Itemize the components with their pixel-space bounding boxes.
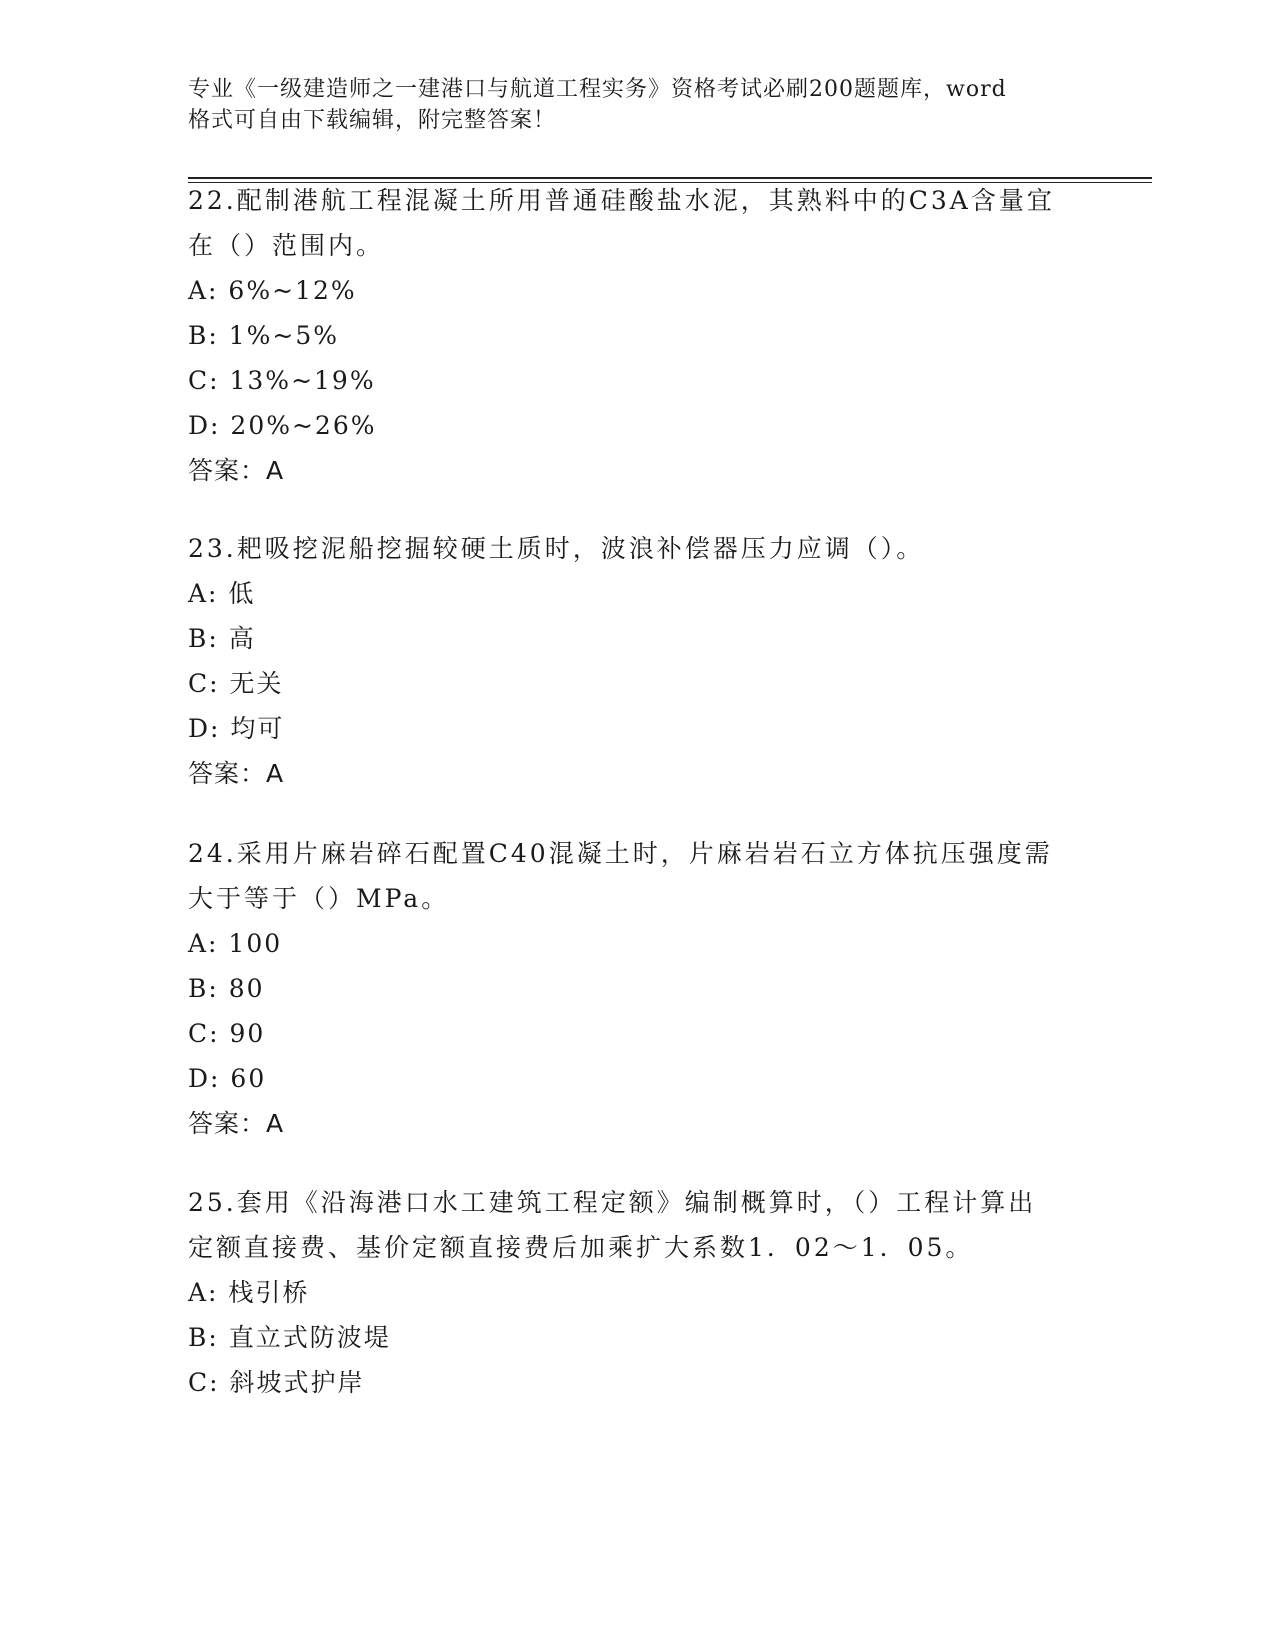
option-c: C: 90 — [188, 1019, 266, 1048]
option-c: C: 无关 — [188, 669, 284, 698]
question-stem: 在（）范围内。 — [188, 231, 385, 260]
answer: 答案：A — [188, 759, 285, 788]
question-stem: 22.配制港航工程混凝土所用普通硅酸盐水泥，其熟料中的C3A含量宜 — [188, 186, 1055, 215]
option-b: B: 直立式防波堤 — [188, 1323, 391, 1352]
question-22 — [188, 178, 1068, 493]
question-stem: 23.耙吸挖泥船挖掘较硬土质时，波浪补偿器压力应调（）。 — [188, 534, 925, 563]
option-a: A: 100 — [188, 929, 283, 958]
answer: 答案：A — [188, 456, 285, 485]
answer: 答案：A — [188, 1109, 285, 1138]
option-d: D: 均可 — [188, 714, 285, 743]
option-d: D: 20%~26% — [188, 411, 377, 440]
question-25 — [188, 1180, 1068, 1405]
option-a: A: 6%~12% — [188, 276, 357, 305]
question-stem: 大于等于（）MPa。 — [188, 884, 450, 913]
question-23 — [188, 526, 1068, 796]
option-b: B: 80 — [188, 974, 265, 1003]
option-b: B: 1%~5% — [188, 321, 340, 350]
question-24 — [188, 831, 1068, 1146]
option-a: A: 栈引桥 — [188, 1278, 310, 1307]
header-line-2: 格式可自由下载编辑，附完整答案！ — [188, 108, 557, 133]
option-c: C: 斜坡式护岸 — [188, 1368, 365, 1397]
document-header — [188, 74, 1068, 136]
question-stem: 定额直接费、基价定额直接费后加乘扩大系数1．02～1．05。 — [188, 1233, 974, 1262]
option-b: B: 高 — [188, 624, 256, 653]
question-stem: 24.采用片麻岩碎石配置C40混凝土时，片麻岩岩石立方体抗压强度需 — [188, 839, 1053, 868]
option-d: D: 60 — [188, 1064, 267, 1093]
header-line-1: 专业《一级建造师之一建港口与航道工程实务》资格考试必刷200题题库，word — [188, 77, 1007, 102]
option-c: C: 13%~19% — [188, 366, 376, 395]
question-stem: 25.套用《沿海港口水工建筑工程定额》编制概算时，（）工程计算出 — [188, 1188, 1037, 1217]
option-a: A: 低 — [188, 579, 256, 608]
